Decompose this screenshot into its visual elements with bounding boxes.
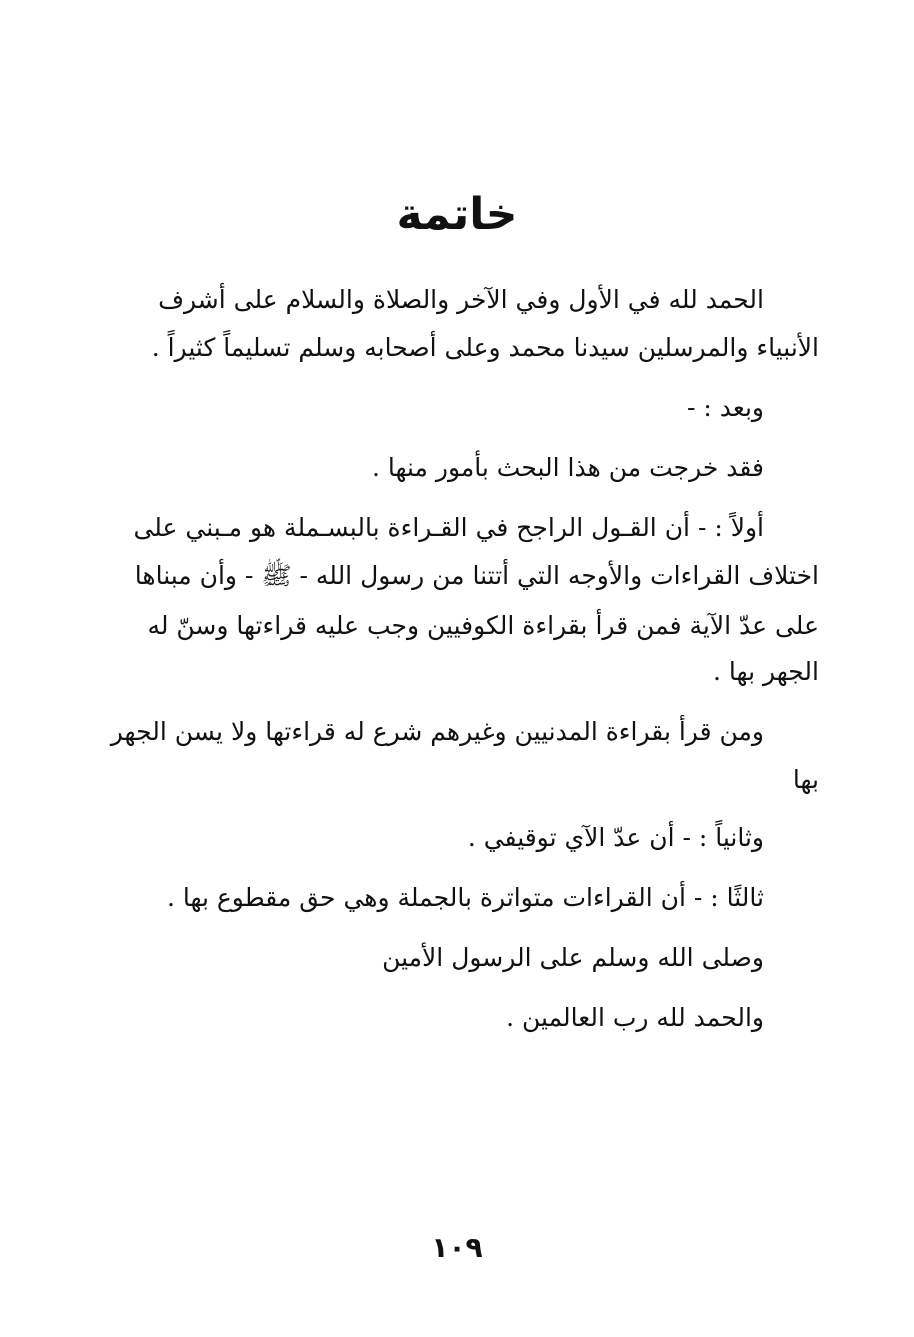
paragraph-5-line-2: بها [792, 765, 819, 794]
paragraph-4-line-1: أولاً : - أن القـول الراجح في القـراءة بالبسـملة هو مـبني على [133, 513, 764, 542]
page-number: ١٠٩ [431, 1231, 483, 1264]
paragraph-5-line-1: ومن قرأ بقراءة المدنيين وغيرهم شرع له قراءتها ولا يسن الجهر [110, 717, 764, 746]
paragraph-1-line-1: الحمد لله في الأول وفي الآخر والصلاة والسلام على أشرف [158, 285, 764, 314]
paragraph-2: وبعد : - [687, 393, 764, 422]
paragraph-3: فقد خرجت من هذا البحث بأمور منها . [371, 453, 764, 482]
paragraph-7: ثالثًا : - أن القراءات متواترة بالجملة وهي حق مقطوع بها . [166, 883, 764, 912]
paragraph-6: وثانياً : - أن عدّ الآي توقيفي . [467, 823, 764, 852]
paragraph-4-line-2: اختلاف القراءات والأوجه التي أتتنا من رسول الله - ﷺ - وأن مبناها [134, 561, 819, 590]
paragraph-8: وصلى الله وسلم على الرسول الأمين [382, 943, 764, 972]
paragraph-1-line-2: الأنبياء والمرسلين سيدنا محمد وعلى أصحابه وسلم تسليماً كثيراً . [151, 333, 819, 362]
paragraph-4-line-4: الجهر بها . [713, 657, 819, 686]
paragraph-4-line-3: على عدّ الآية فمن قرأ بقراءة الكوفيين وجب عليه قراءتها وسنّ له [147, 611, 819, 640]
paragraph-9: والحمد لله رب العالمين . [506, 1003, 764, 1032]
page-title: خاتمة [396, 189, 518, 240]
